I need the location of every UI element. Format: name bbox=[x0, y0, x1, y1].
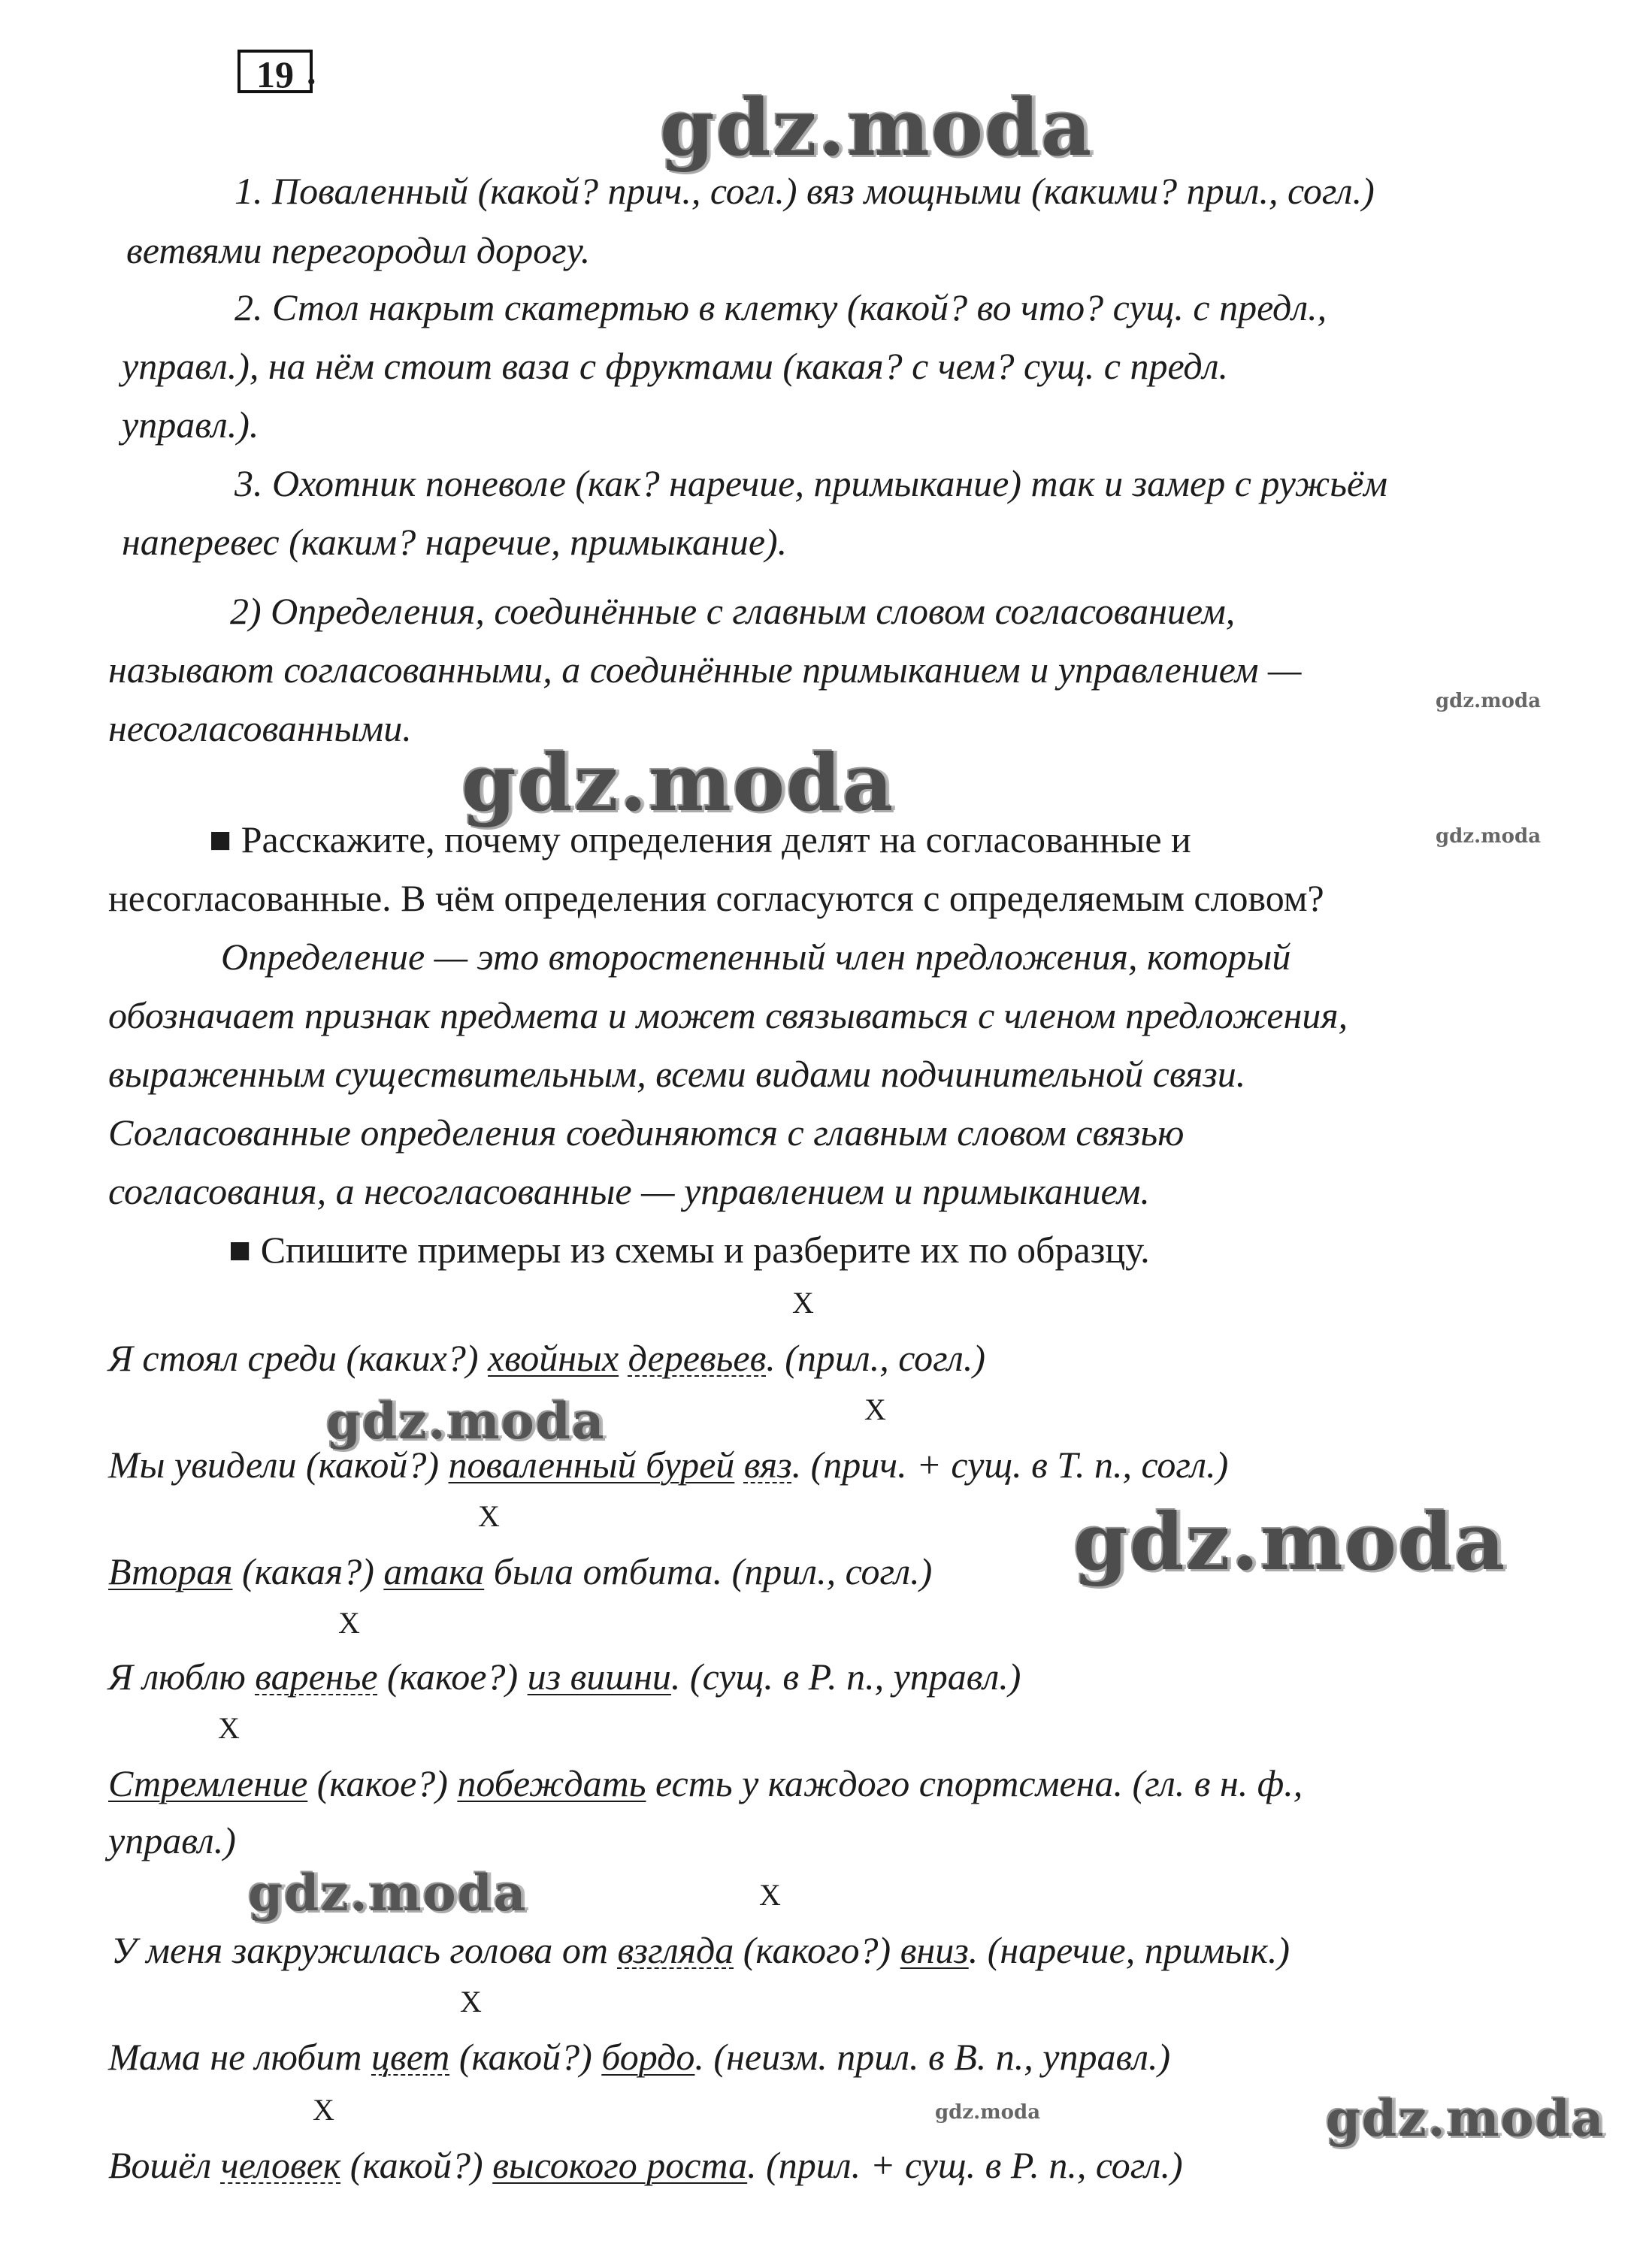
watermark-logo: gdz.moda bbox=[326, 1392, 606, 1450]
example-line bbox=[108, 2142, 1183, 2188]
example-text: . (прил., согл.) bbox=[766, 1337, 985, 1379]
x-mark: X bbox=[313, 2093, 334, 2127]
answer-line: выраженным существительным, всеми видами подчинительной связи. bbox=[108, 1053, 1246, 1095]
answer-line: Определение — это второстепенный член предложения, который bbox=[221, 936, 1291, 978]
underlined-word: бордо bbox=[601, 2036, 695, 2078]
exercise-number: 19 bbox=[238, 50, 313, 93]
x-mark: X bbox=[460, 1985, 482, 2019]
watermark-logo: gdz.moda bbox=[461, 736, 895, 829]
example-line bbox=[108, 1548, 932, 1595]
x-mark: X bbox=[218, 1711, 240, 1745]
example-line bbox=[108, 1335, 985, 1381]
example-line bbox=[108, 1441, 1228, 1488]
example-text: . (сущ. в Р. п., управл.) bbox=[670, 1656, 1021, 1698]
underlined-word: человек bbox=[220, 2144, 341, 2186]
task1-line: управл.), на нём стоит ваза с фруктами (какая? с чем? сущ. с предл. bbox=[122, 345, 1229, 387]
watermark-logo: gdz.moda bbox=[935, 2101, 1041, 2124]
task2-line: называют согласованными, а соединённые примыканием и управлением — bbox=[108, 649, 1302, 691]
example-text: . (наречие, примык.) bbox=[968, 1929, 1290, 1971]
x-mark: X bbox=[759, 1878, 781, 1912]
example-text: Вошёл bbox=[108, 2144, 221, 2186]
watermark-logo: gdz.moda bbox=[1436, 825, 1542, 848]
example-text: (какой?) bbox=[449, 2036, 602, 2078]
x-mark: X bbox=[792, 1286, 814, 1320]
underlined-word: высокого роста bbox=[492, 2144, 748, 2186]
task2-line: несогласованными. bbox=[108, 707, 412, 749]
example-text: Я стоял среди (каких?) bbox=[108, 1337, 489, 1379]
underlined-word: побеждать bbox=[457, 1762, 646, 1804]
example-line bbox=[108, 1760, 1303, 1807]
task1-line: управл.). bbox=[122, 404, 259, 446]
underlined-word: вниз bbox=[900, 1929, 969, 1971]
x-mark: X bbox=[478, 1499, 500, 1533]
task1-line: ветвями перегородил дорогу. bbox=[126, 229, 591, 271]
example-text: У меня закружилась голова от bbox=[111, 1929, 618, 1971]
underlined-word: Стремление bbox=[108, 1762, 308, 1804]
underlined-word: деревьев bbox=[628, 1337, 767, 1379]
example-text: . (неизм. прил. в В. п., управл.) bbox=[694, 2036, 1171, 2078]
question-line: ■ Спишите примеры из схемы и разберите их по образцу. bbox=[228, 1229, 1150, 1271]
underlined-word: цвет bbox=[371, 2036, 450, 2078]
question-line: ■ Расскажите, почему определения делят на согласованные и bbox=[209, 818, 1191, 860]
example-text: Мама не любит bbox=[108, 2036, 371, 2078]
example-line bbox=[108, 2034, 1170, 2080]
watermark-logo: gdz.moda bbox=[248, 1864, 528, 1922]
example-text: (какого?) bbox=[734, 1929, 900, 1971]
watermark-logo: gdz.moda bbox=[1436, 690, 1542, 712]
task1-line: 1. Поваленный (какой? прич., согл.) вяз мощными (какими? прил., согл.) bbox=[234, 170, 1375, 212]
example-line bbox=[108, 1653, 1021, 1700]
example-text: . (прич. + сущ. в Т. п., согл.) bbox=[791, 1444, 1229, 1486]
underlined-word: варенье bbox=[255, 1656, 378, 1698]
underlined-word: хвойных bbox=[488, 1337, 619, 1379]
example-text: (какое?) bbox=[307, 1762, 458, 1804]
task2-line: 2) Определения, соединённые с главным словом согласованием, bbox=[230, 590, 1236, 632]
x-mark: X bbox=[864, 1393, 886, 1426]
x-mark: X bbox=[338, 1606, 360, 1640]
example-line bbox=[111, 1927, 1290, 1973]
underlined-word: атака bbox=[383, 1550, 485, 1592]
task1-line: 3. Охотник поневоле (как? наречие, примыкание) так и замер с ружьём bbox=[234, 462, 1388, 504]
underlined-word: взгляда bbox=[617, 1929, 734, 1971]
watermark-logo: gdz.moda bbox=[1073, 1495, 1507, 1588]
question-line: несогласованные. В чём определения согласуются с определяемым словом? bbox=[108, 877, 1324, 919]
exercise-number-dot: . bbox=[307, 50, 316, 92]
example-text: Мы увидели (какой?) bbox=[108, 1444, 449, 1486]
task1-line: 2. Стол накрыт скатертью в клетку (какой? во что? сущ. с предл., bbox=[234, 286, 1327, 328]
watermark-logo: gdz.moda bbox=[660, 81, 1094, 174]
underlined-word: из вишни bbox=[527, 1656, 671, 1698]
example-text: есть у каждого спортсмена. (гл. в н. ф., bbox=[646, 1762, 1303, 1804]
example-text: (какой?) bbox=[340, 2144, 493, 2186]
watermark-logo: gdz.moda bbox=[1326, 2089, 1605, 2148]
example-text: (какая?) bbox=[232, 1550, 384, 1592]
answer-line: обозначает признак предмета и может связываться с членом предложения, bbox=[108, 994, 1348, 1036]
example-text: (какое?) bbox=[377, 1656, 528, 1698]
underlined-word: вяз bbox=[743, 1444, 792, 1486]
example-text: . (прил. + сущ. в Р. п., согл.) bbox=[747, 2144, 1183, 2186]
example-text: Я люблю bbox=[108, 1656, 256, 1698]
example-text: была отбита. (прил., согл.) bbox=[484, 1550, 933, 1592]
underlined-word: Вторая bbox=[108, 1550, 233, 1592]
example-line: управл.) bbox=[108, 1819, 236, 1861]
answer-line: согласования, а несогласованные — управлением и примыканием. bbox=[108, 1170, 1150, 1212]
answer-line: Согласованные определения соединяются с главным словом связью bbox=[108, 1111, 1185, 1154]
task1-line: наперевес (каким? наречие, примыкание). bbox=[122, 521, 788, 563]
underlined-word: поваленный бурей bbox=[448, 1444, 735, 1486]
